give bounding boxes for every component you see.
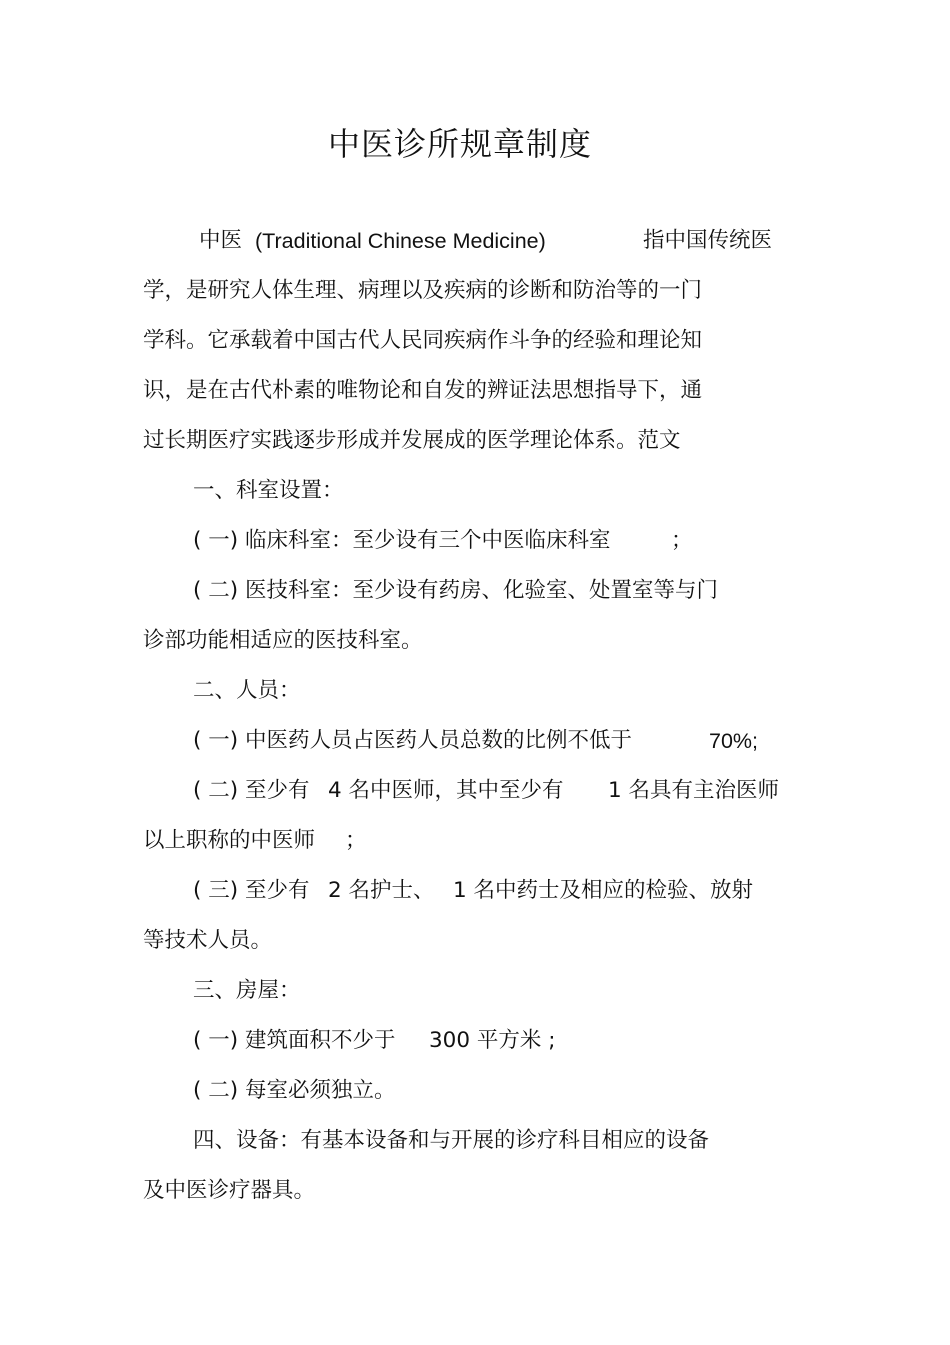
section-1-item-1: [193, 524, 753, 558]
section-1-item-1-end: ；: [671, 528, 693, 553]
section-2-item-2-cont: [143, 824, 403, 858]
section-2-item-2-c: 1 名具有主治医师: [608, 778, 780, 803]
section-4-cont: 及中医诊疗器具。: [143, 1178, 316, 1203]
section-1-item-1-text: ( 一) 临床科室：至少设有三个中医临床科室: [193, 528, 611, 553]
section-2-item-3-a: ( 三) 至少有: [193, 878, 310, 903]
section-3-item-1: [193, 1024, 593, 1058]
section-2-item-3: [193, 874, 793, 908]
section-1-item-2-cont: 诊部功能相适应的医技科室。: [143, 628, 423, 653]
intro-line-2: 学，是研究人体生理、病理以及疾病的诊断和防治等的一门: [143, 278, 703, 303]
section-2-item-2-b: 4 名中医师，其中至少有: [328, 778, 564, 803]
section-3-heading: 三、房屋：: [193, 978, 301, 1003]
intro-term-english: (Traditional Chinese Medicine): [255, 229, 546, 253]
section-2-item-3-cont: 等技术人员。: [143, 928, 273, 953]
section-2-item-2-cont-text: 以上职称的中医师: [143, 828, 316, 853]
section-2-heading: 二、人员：: [193, 678, 301, 703]
document-title: 中医诊所规章制度: [327, 125, 592, 163]
section-2-item-2-a: ( 二) 至少有: [193, 778, 310, 803]
section-2-item-3-b: 2 名护士、: [328, 878, 435, 903]
section-1-heading: 一、科室设置：: [193, 478, 344, 503]
section-2-item-1-text: ( 一) 中医药人员占医药人员总数的比例不低于: [193, 728, 632, 753]
section-3-item-1-text: ( 一) 建筑面积不少于: [193, 1028, 396, 1053]
section-2-item-2: [193, 774, 813, 808]
section-2-item-1: [193, 724, 793, 758]
section-2-item-1-value: 70%;: [709, 729, 759, 753]
section-3-item-1-value: 300 平方米 ;: [429, 1028, 556, 1053]
section-1-item-2: ( 二) 医技科室：至少设有药房、化验室、处置室等与门: [193, 578, 718, 603]
intro-term-zhongyi: 中医: [199, 228, 243, 253]
section-3-item-2: ( 二) 每室必须独立。: [193, 1078, 396, 1103]
intro-line-1: [193, 224, 793, 258]
intro-line-1-rest: 指中国传统医: [643, 228, 773, 253]
section-4-heading: 四、设备：有基本设备和与开展的诊疗科目相应的设备: [193, 1128, 710, 1153]
section-2-item-3-c: 1 名中药士及相应的检验、放射: [453, 878, 754, 903]
intro-line-3: 学科。它承载着中国古代人民同疾病作斗争的经验和理论知: [143, 328, 703, 353]
section-2-item-2-cont-end: ；: [345, 828, 367, 853]
intro-line-4: 识，是在古代朴素的唯物论和自发的辨证法思想指导下，通: [143, 378, 703, 403]
intro-line-5: 过长期医疗实践逐步形成并发展成的医学理论体系。范文: [143, 428, 681, 453]
